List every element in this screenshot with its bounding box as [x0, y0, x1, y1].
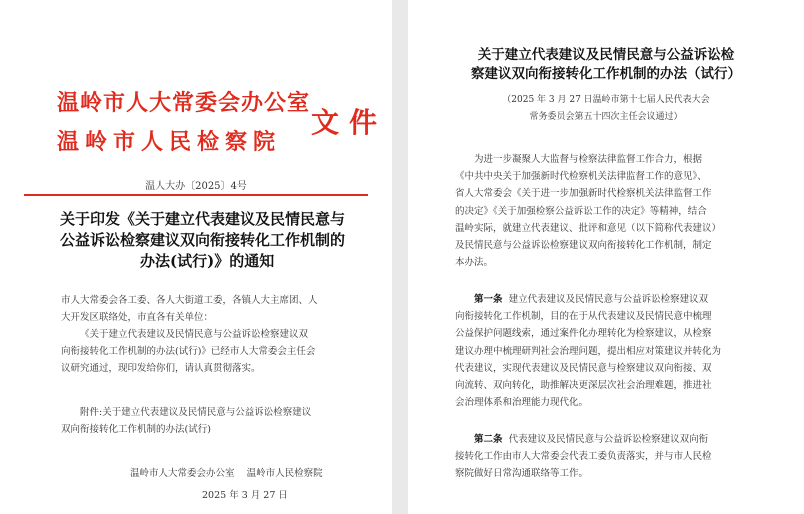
- notice-title-line: 公益诉讼检察建议双向衔接转化工作机制的: [60, 231, 346, 249]
- preamble-line: 的决定》《关于加强检察公益诉讼工作的决定》等精神，结合: [455, 205, 707, 217]
- article-1: [455, 291, 721, 411]
- attachment-line: 双向衔接转化工作机制的办法(试行): [61, 424, 211, 435]
- adoption-note-line: 常务委员会第五十四次主任会议通过）: [529, 112, 683, 122]
- article-1-first-line: [455, 291, 721, 308]
- article-1-line: 建议办理中梳理研判社会治理问题，提出相应对策建议并转化为: [455, 345, 722, 357]
- adoption-note: [408, 92, 804, 126]
- document-type-label: 文件: [311, 106, 388, 139]
- article-1-line: 向流转、双向转化，助推解决更深层次社会治理难题，推进社: [455, 380, 712, 392]
- notice-title-line: 办法(试行)》的通知: [140, 252, 275, 270]
- salutation-line: 大开发区联络处，市直各有关单位：: [61, 312, 214, 323]
- issuer-name-1: 温岭市人大常委会办公室: [57, 90, 311, 116]
- body-line: 向衔接转化工作机制的办法(试行)》已经市人大常委会主任会: [61, 346, 316, 357]
- preamble-line: 本办法。: [455, 257, 494, 269]
- measures-title-line: 察建议双向衔接转化工作机制的办法（试行）: [471, 66, 741, 82]
- article-2-first-line: [455, 431, 712, 448]
- signature-date: 2025 年 3 月 27 日: [202, 490, 288, 501]
- body-line: 《关于建立代表建议及民情民意与公益诉讼检察建议双: [80, 329, 309, 340]
- preamble-paragraph: [455, 151, 721, 271]
- notice-title-line: 关于印发《关于建立代表建议及民情民意与: [60, 210, 346, 228]
- preamble-line: 为进一步凝聚人大监督与检察法律监督工作合力，根据: [474, 154, 703, 165]
- article-1-line: 代表建议，实现代表建议及民情民意与检察建议双向衔接、双: [455, 362, 712, 374]
- notice-body: [61, 326, 315, 377]
- preamble-line: 省人大常委会《关于进一步加强新时代检察机关法律监督工作: [455, 188, 712, 200]
- adoption-note-line: （2025 年 3 月 27 日温岭市第十七届人民代表大会: [502, 95, 710, 105]
- red-divider-line: [24, 194, 368, 196]
- article-2: [455, 431, 712, 483]
- attachment-line: 附件:关于建立代表建议及民情民意与公益诉讼检察建议: [80, 407, 312, 418]
- attachment-note: [61, 404, 311, 438]
- article-1-line: 会治理体系和治理能力现代化。: [455, 397, 589, 409]
- article-2-first-text: 代表建议及民情民意与公益诉讼检察建议双向衔: [508, 434, 709, 445]
- signatories: 温岭市人大常委会办公室 温岭市人民检察院: [130, 468, 323, 479]
- right-document-page: [408, 0, 804, 514]
- salutation-line: 市人大常委会各工委、各人大街道工委，各镇人大主席团、人: [61, 295, 318, 306]
- measures-title-line: 关于建立代表建议及民情民意与公益诉讼检: [477, 47, 735, 63]
- salutation: [61, 292, 318, 326]
- article-1-label: 第一条: [474, 294, 503, 305]
- article-2-label: 第二条: [474, 434, 503, 445]
- issuer-name-2: 温岭市人民检察院: [57, 129, 282, 155]
- preamble-line: 及民情民意与公益诉讼检察建议双向衔接转化工作机制，制定: [455, 240, 712, 252]
- measures-title: [408, 46, 804, 84]
- article-2-line: 接转化工作由市人大常委会代表工委负责落实，并与市人民检: [455, 451, 712, 463]
- article-2-line: 察院做好日常沟通联络等工作。: [455, 468, 589, 480]
- body-line: 议研究通过，现印发给你们，请认真贯彻落实。: [61, 363, 261, 374]
- left-document-page: [0, 0, 392, 514]
- notice-title: [60, 209, 350, 272]
- article-1-line: 公益保护问题线索，通过案件化办理转化为检察建议，从检察: [455, 328, 712, 340]
- preamble-line: 《中共中央关于加强新时代检察机关法律监督工作的意见》、: [455, 171, 707, 183]
- preamble-line: 温岭实际，就建立代表建议、批评和意见（以下简称代表建议）: [455, 222, 722, 234]
- document-number: 温人大办〔2025〕4号: [145, 181, 247, 192]
- article-1-first-text: 建立代表建议及民情民意与公益诉讼检察建议双: [508, 294, 709, 305]
- article-1-line: 向衔接转化工作机制，目的在于从代表建议及民情民意中梳理: [455, 311, 712, 323]
